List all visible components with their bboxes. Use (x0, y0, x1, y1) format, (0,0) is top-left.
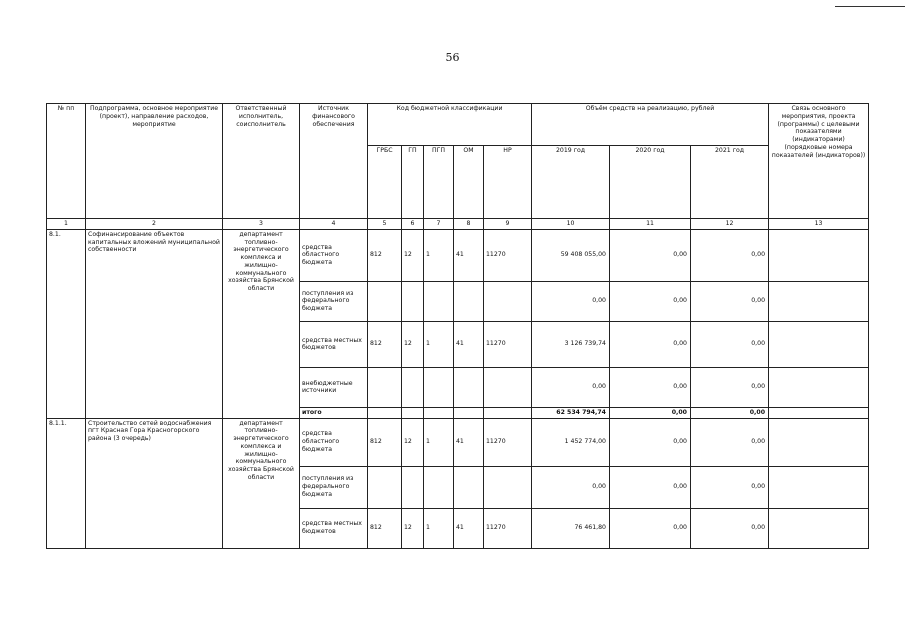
amount-2021: 0,00 (691, 281, 769, 321)
amount-2021: 0,00 (691, 418, 769, 466)
total-label: итого (300, 407, 368, 418)
code-grbs: 812 (368, 229, 402, 281)
header-pgp: ПГП (424, 146, 454, 219)
funding-source: средства областного бюджета (300, 229, 368, 281)
col-number: 10 (532, 219, 610, 230)
amount-2019: 76 461,80 (532, 508, 610, 548)
amount-2020: 0,00 (610, 466, 691, 508)
column-number-row (47, 219, 869, 230)
item-number: 8.1. (47, 229, 86, 418)
code-nr: 11270 (484, 229, 532, 281)
amount-2021: 0,00 (691, 321, 769, 367)
header-num: № пп (47, 104, 86, 219)
code-gp: 12 (402, 229, 424, 281)
code-grbs (368, 367, 402, 407)
funding-source: средства местных бюджетов (300, 508, 368, 548)
code-grbs (368, 466, 402, 508)
code-om (454, 281, 484, 321)
col-number: 11 (610, 219, 691, 230)
amount-2019: 1 452 774,00 (532, 418, 610, 466)
code-pgp (424, 466, 454, 508)
funding-source: поступления из федерального бюджета (300, 281, 368, 321)
code-nr (484, 367, 532, 407)
code-gp: 12 (402, 508, 424, 548)
code-om: 41 (454, 418, 484, 466)
col-number: 2 (86, 219, 223, 230)
item-responsible: департамент топливно-энергетического комплекса и жилищно-коммунального хозяйства Брянской области (223, 418, 300, 548)
amount-2019: 0,00 (532, 281, 610, 321)
total-code-empty (368, 407, 402, 418)
total-code-empty (484, 407, 532, 418)
indicator-link (769, 508, 869, 548)
header-responsible: Ответственный исполнитель, соисполнитель (223, 104, 300, 219)
code-grbs: 812 (368, 508, 402, 548)
table-row (47, 418, 869, 466)
code-nr (484, 466, 532, 508)
code-om (454, 466, 484, 508)
code-nr: 11270 (484, 418, 532, 466)
code-grbs (368, 281, 402, 321)
amount-2020: 0,00 (610, 281, 691, 321)
total-2021: 0,00 (691, 407, 769, 418)
amount-2020: 0,00 (610, 418, 691, 466)
header-subprogram: Подпрограмма, основное мероприятие (проект), направление расходов, мероприятие (86, 104, 223, 219)
total-2019: 62 534 794,74 (532, 407, 610, 418)
funding-source: средства местных бюджетов (300, 321, 368, 367)
code-gp: 12 (402, 321, 424, 367)
header-gp: ГП (402, 146, 424, 219)
code-gp (402, 281, 424, 321)
item-number: 8.1.1. (47, 418, 86, 548)
amount-2021: 0,00 (691, 367, 769, 407)
header-grbs: ГРБС (368, 146, 402, 219)
amount-2020: 0,00 (610, 321, 691, 367)
amount-2021: 0,00 (691, 229, 769, 281)
total-link-empty (769, 407, 869, 418)
code-grbs: 812 (368, 321, 402, 367)
amount-2019: 0,00 (532, 367, 610, 407)
top-edge-line (835, 6, 905, 7)
col-number: 8 (454, 219, 484, 230)
amount-2020: 0,00 (610, 508, 691, 548)
table-row (47, 229, 869, 281)
indicator-link (769, 367, 869, 407)
amount-2021: 0,00 (691, 508, 769, 548)
item-name: Софинансирование объектов капитальных вложений муниципальной собственности (86, 229, 223, 418)
header-nr: НР (484, 146, 532, 219)
funding-source: средства областного бюджета (300, 418, 368, 466)
code-gp: 12 (402, 418, 424, 466)
code-gp (402, 466, 424, 508)
total-code-empty (402, 407, 424, 418)
col-number: 4 (300, 219, 368, 230)
code-pgp: 1 (424, 508, 454, 548)
indicator-link (769, 418, 869, 466)
header-y2020: 2020 год (610, 146, 691, 219)
page-number: 56 (445, 51, 460, 64)
funding-source: внебюджетные источники (300, 367, 368, 407)
code-nr: 11270 (484, 508, 532, 548)
col-number: 13 (769, 219, 869, 230)
header-y2021: 2021 год (691, 146, 769, 219)
code-om: 41 (454, 508, 484, 548)
code-om: 41 (454, 229, 484, 281)
col-number: 5 (368, 219, 402, 230)
amount-2021: 0,00 (691, 466, 769, 508)
header-link: Связь основного мероприятия, проекта (программы) с целевыми показателями (индикаторами) (порядковые номера показателей (индикаторов)) (769, 104, 869, 219)
code-pgp (424, 367, 454, 407)
header-volume: Объём средств на реализацию, рублей (532, 104, 769, 146)
col-number: 3 (223, 219, 300, 230)
code-pgp: 1 (424, 321, 454, 367)
amount-2019: 0,00 (532, 466, 610, 508)
code-pgp: 1 (424, 418, 454, 466)
amount-2020: 0,00 (610, 229, 691, 281)
funding-source: поступления из федерального бюджета (300, 466, 368, 508)
total-2020: 0,00 (610, 407, 691, 418)
budget-table (46, 103, 869, 549)
amount-2019: 59 408 055,00 (532, 229, 610, 281)
header-om: ОМ (454, 146, 484, 219)
indicator-link (769, 466, 869, 508)
col-number: 9 (484, 219, 532, 230)
indicator-link (769, 229, 869, 281)
indicator-link (769, 281, 869, 321)
code-pgp: 1 (424, 229, 454, 281)
col-number: 7 (424, 219, 454, 230)
total-code-empty (454, 407, 484, 418)
header-budget-code: Код бюджетной классификации (368, 104, 532, 146)
total-code-empty (424, 407, 454, 418)
code-nr: 11270 (484, 321, 532, 367)
code-grbs: 812 (368, 418, 402, 466)
code-om: 41 (454, 321, 484, 367)
item-name: Строительство сетей водоснабжения пгт Красная Гора Красногорского района (3 очередь) (86, 418, 223, 548)
code-om (454, 367, 484, 407)
code-pgp (424, 281, 454, 321)
col-number: 12 (691, 219, 769, 230)
col-number: 1 (47, 219, 86, 230)
code-gp (402, 367, 424, 407)
header-source: Источник финансового обеспечения (300, 104, 368, 219)
code-nr (484, 281, 532, 321)
header-y2019: 2019 год (532, 146, 610, 219)
amount-2020: 0,00 (610, 367, 691, 407)
amount-2019: 3 126 739,74 (532, 321, 610, 367)
item-responsible: департамент топливно-энергетического комплекса и жилищно-коммунального хозяйства Брянской области (223, 229, 300, 418)
header-row (47, 104, 869, 146)
col-number: 6 (402, 219, 424, 230)
indicator-link (769, 321, 869, 367)
